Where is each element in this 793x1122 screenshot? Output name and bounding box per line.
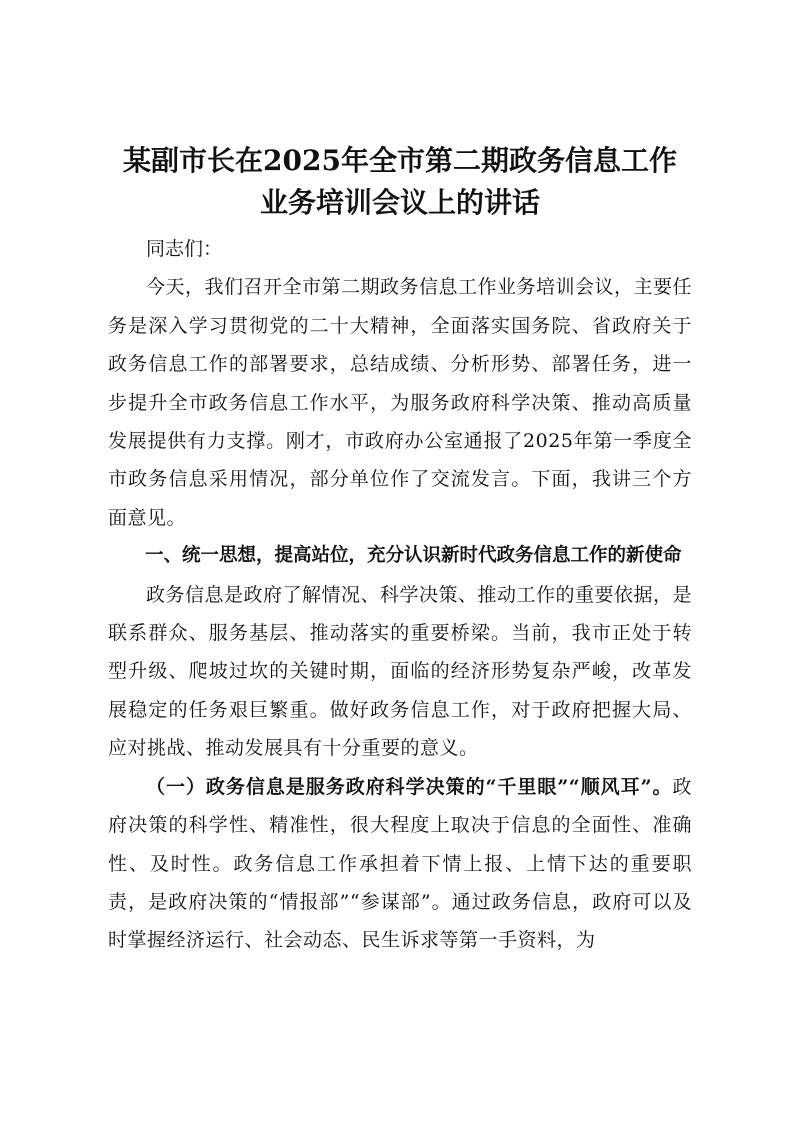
title-line-2: 业务培训会议上的讲话 bbox=[259, 186, 540, 219]
document-content bbox=[108, 140, 692, 960]
subsection-heading-1: （一）政务信息是服务政府科学决策的“千里眼”“顺风耳”。 bbox=[146, 775, 673, 798]
document-body bbox=[108, 230, 692, 960]
salutation: 同志们： bbox=[146, 238, 223, 260]
subsection-body-1: 政府决策的科学性、精准性，很大程度上取决于信息的全面性、准确性、及时性。政务信息工作承担着下情上报、上情下达的重要职责，是政府决策的“情报部”“参谋部”。通过政务信息，政府可以及时掌握经济运行、社会动态、民生诉求等第一手资料，为 bbox=[108, 775, 692, 952]
paragraph-opening: 今天，我们召开全市第二期政务信息工作业务培训会议，主要任务是深入学习贯彻党的二十大精神，全面落实国务院、省政府关于政务信息工作的部署要求，总结成绩、分析形势、部署任务，进一步提升全市政务信息工作水平，为服务政府科学决策、推动高质量发展提供有力支撑。刚才，市政府办公室通报了2025年第一季度全市政务信息采用情况，部分单位作了交流发言。下面，我讲三个方面意见。 bbox=[108, 276, 693, 529]
document-title bbox=[108, 140, 692, 224]
title-line-1: 某副市长在2025年全市第二期政务信息工作 bbox=[123, 144, 677, 177]
section-heading-1: 一、统一思想，提高站位，充分认识新时代政务信息工作的新使命 bbox=[145, 545, 682, 567]
paragraph-subsection-1 bbox=[108, 768, 692, 960]
paragraph-section-1: 政务信息是政府了解情况、科学决策、推动工作的重要依据，是联系群众、服务基层、推动落实的重要桥梁。当前，我市正处于转型升级、爬坡过坎的关键时期，面临的经济形势复杂严峻，改革发展稳定的任务艰巨繁重。做好政务信息工作，对于政府把握大局、应对挑战、推动发展具有十分重要的意义。 bbox=[108, 583, 693, 760]
